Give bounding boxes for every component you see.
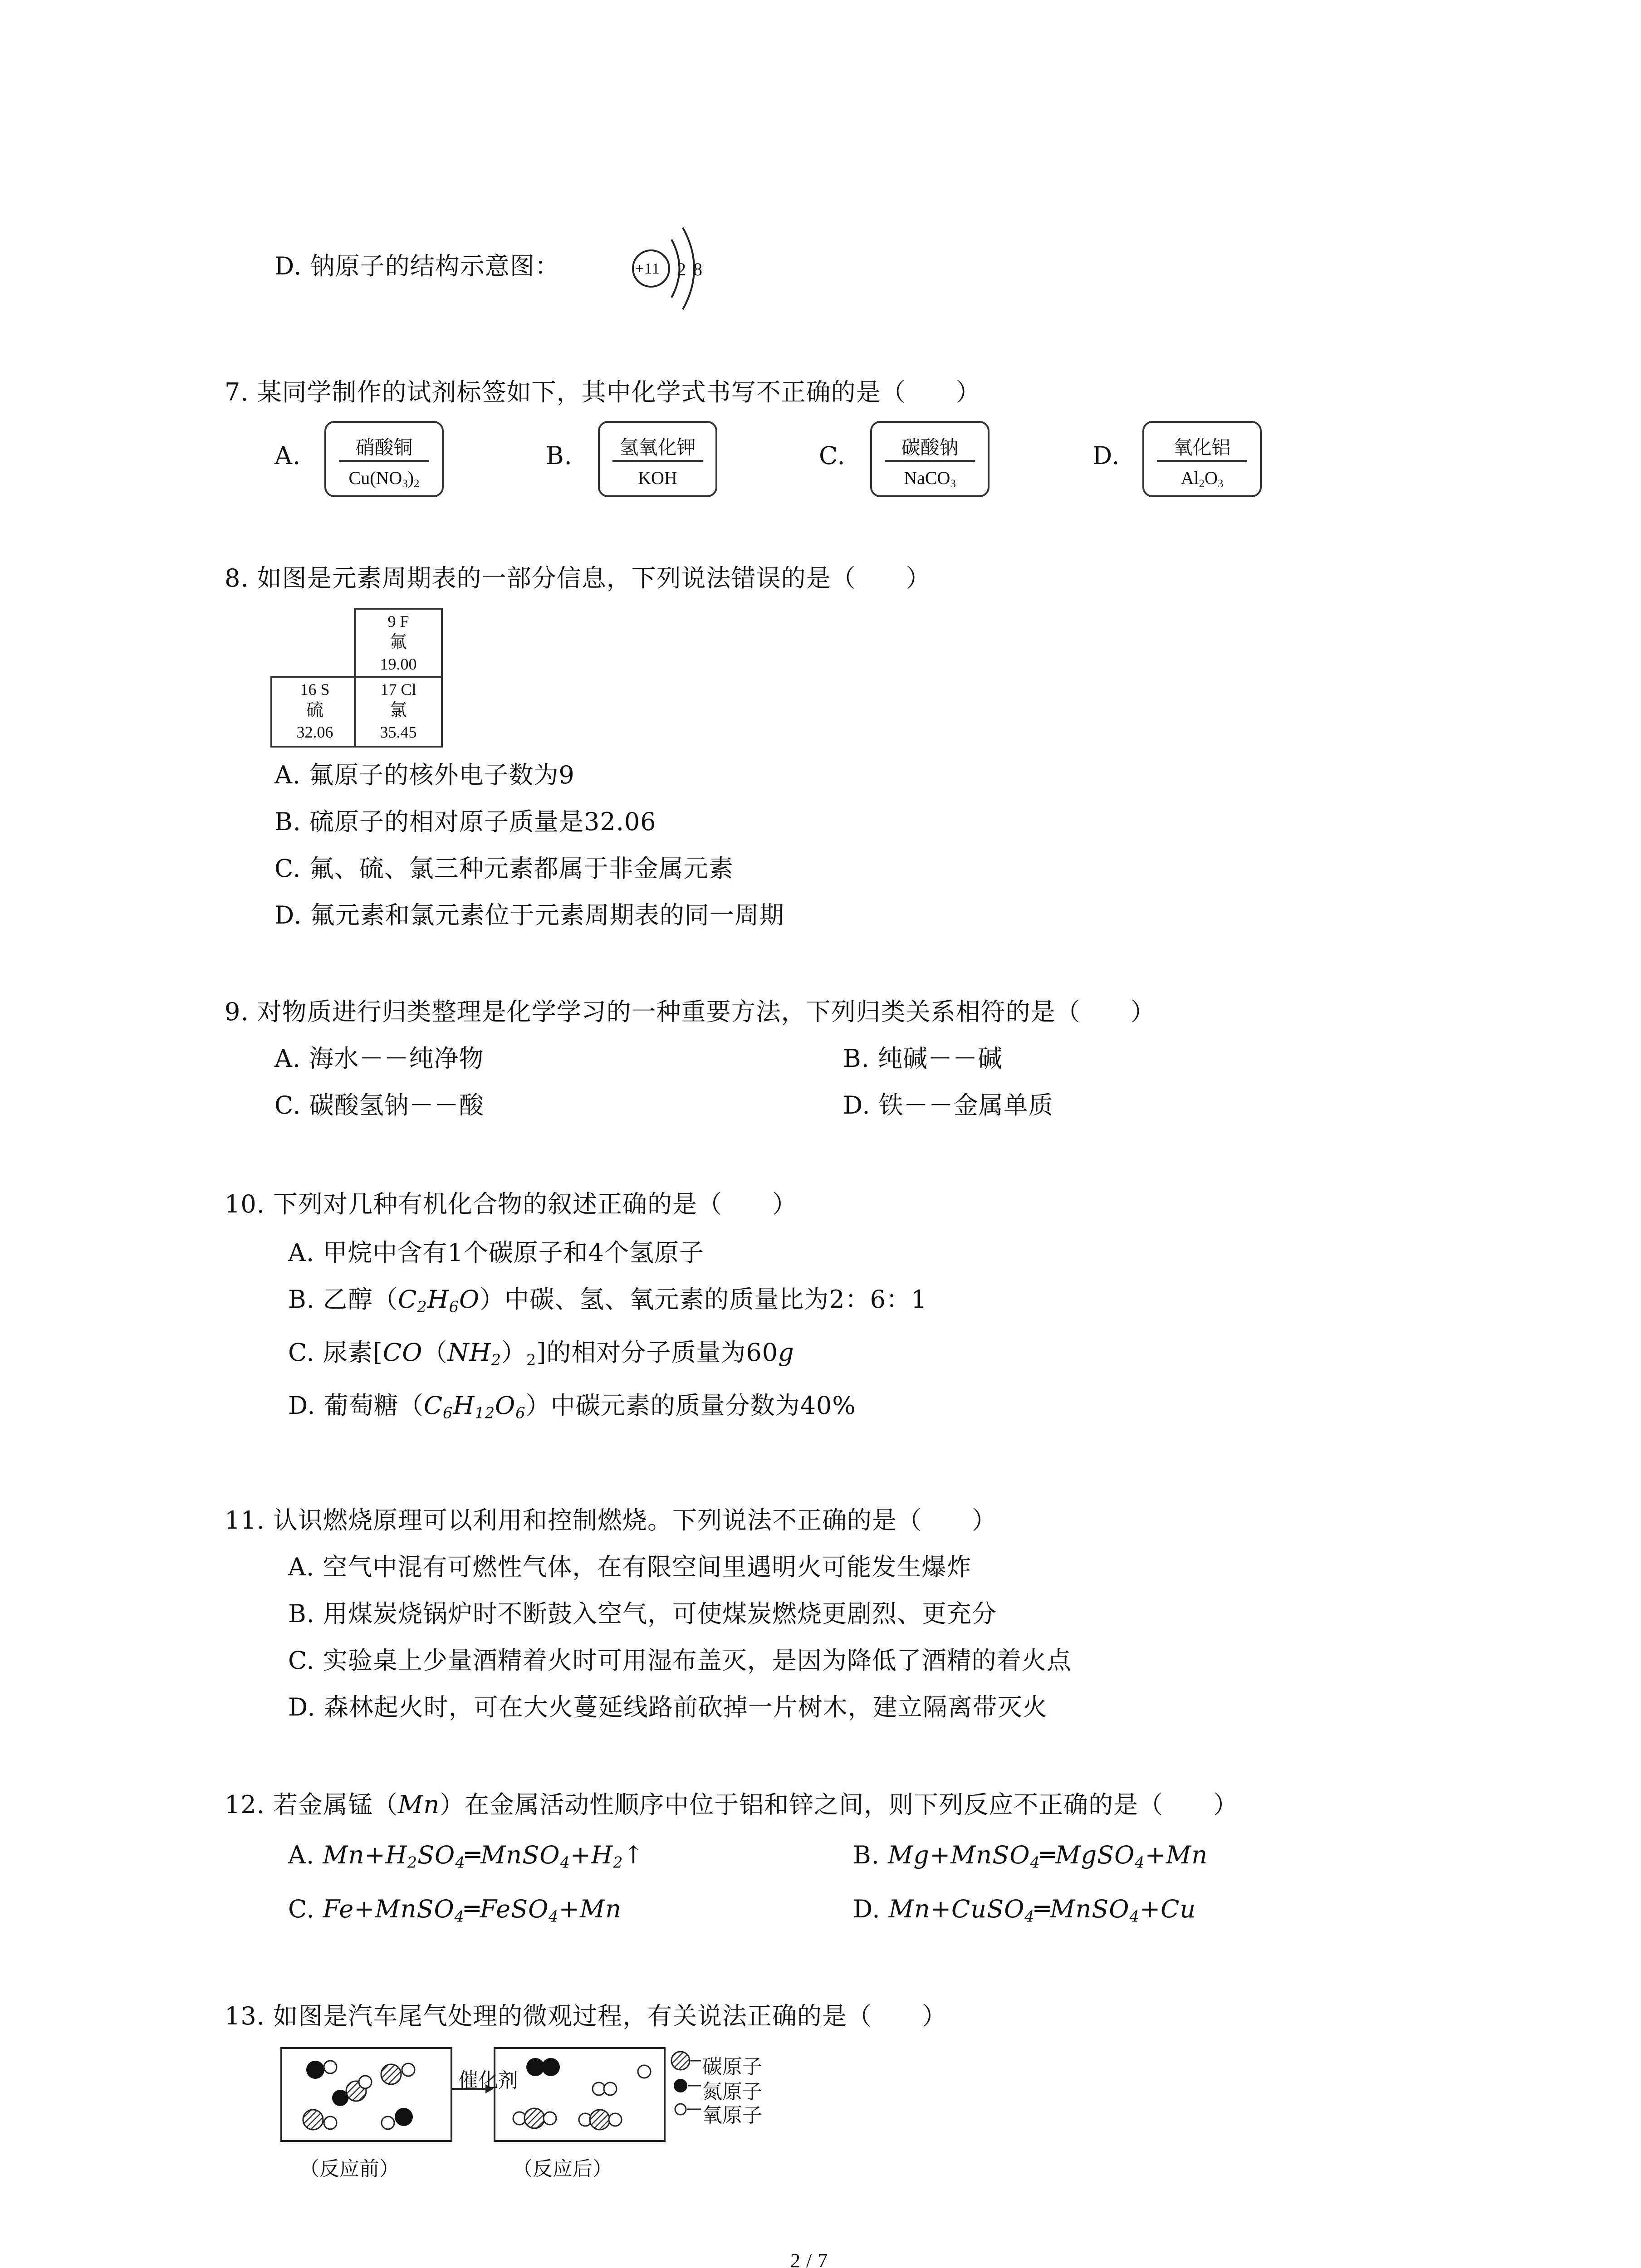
q7-option-c-letter: C. [819,441,846,470]
catalyst-label: 催化剂 [458,2069,518,2092]
reagent-formula: $Cu(NO_3)_2$ [348,468,420,490]
element-name: 氯 [389,700,407,720]
after-box [495,2048,665,2141]
atomic-number-symbol: 9 F [387,612,409,631]
oxygen-legend-icon [675,2104,686,2115]
q9-option-a: A. 海水－－纯净物 [274,1044,484,1073]
element-cell-sulfur [270,676,359,748]
q9-option-c: C. 碳酸氢钠－－酸 [274,1091,484,1119]
atomic-number-symbol: 16 S [300,680,330,699]
reagent-label-a [324,421,444,497]
reagent-formula: KOH [638,468,677,488]
reagent-formula: $Al_2O_3$ [1181,468,1224,490]
element-name: 氟 [389,632,407,652]
q12-stem: 12. 若金属锰（Mn）在金属活动性顺序中位于铝和锌之间，则下列反应不正确的是（ ） [225,1790,1239,1819]
nucleus-charge: +11 [635,260,660,277]
q12-option-c: C. Fe+MnSO$_4$═FeSO$_4$+Mn [288,1895,622,1926]
q7-option-b-letter: B. [546,441,573,470]
reagent-formula: NaCO$_3$ [904,468,956,490]
before-caption: （反应前） [299,2157,399,2180]
atomic-mass: 32.06 [296,723,333,741]
q12-option-b: B. Mg+MnSO$_4$═MgSO$_4$+Mn [853,1841,1208,1872]
q8-option-b: B. 硫原子的相对原子质量是32.06 [274,807,656,836]
atomic-mass: 19.00 [380,655,417,673]
reagent-name: 碳酸钠 [901,436,959,459]
carbon-legend-icon [671,2052,690,2070]
q11-option-d: D. 森林起火时，可在大火蔓延线路前砍掉一片树木，建立隔离带灭火 [288,1693,1048,1721]
reagent-label-c [870,421,989,497]
reagent-label-b [598,421,717,497]
q10-option-b: B. 乙醇$(C_2H_6O)$中碳、氢、氧元素的质量比为2：6：1 [288,1285,927,1316]
after-caption: （反应后） [513,2157,612,2180]
element-name: 硫 [306,700,323,720]
q11-stem: 11. 认识燃烧原理可以利用和控制燃烧。下列说法不正确的是（ ） [225,1506,997,1535]
reagent-name: 硝酸铜 [355,436,413,459]
q11-option-b: B. 用煤炭烧锅炉时不断鼓入空气，可使煤炭燃烧更剧烈、更充分 [288,1599,997,1628]
q9-stem: 9. 对物质进行归类整理是化学学习的一种重要方法，下列归类关系相符的是（ ） [225,997,1156,1026]
legend-oxygen: 氧原子 [702,2104,762,2127]
legend-nitrogen: 氮原子 [702,2080,762,2103]
q9-option-d: D. 铁－－金属单质 [843,1091,1053,1119]
q6-option-d: D. 钠原子的结构示意图： [274,252,560,280]
reagent-name: 氢氧化钾 [619,436,696,459]
q11-option-c: C. 实验桌上少量酒精着火时可用湿布盖灭，是因为降低了酒精的着火点 [288,1646,1072,1675]
reagent-label-d [1142,421,1262,497]
q11-option-a: A. 空气中混有可燃性气体，在有限空间里遇明火可能发生爆炸 [288,1553,972,1581]
shell-1-electrons: 2 [677,259,686,279]
q8-option-d: D. 氟元素和氯元素位于元素周期表的同一周期 [274,901,784,929]
legend-carbon: 碳原子 [702,2055,762,2078]
q10-stem: 10. 下列对几种有机化合物的叙述正确的是（ ） [225,1190,798,1218]
q10-option-d: D. 葡萄糖$(C_6H_{12}O_6)$中碳元素的质量分数为40% [288,1391,856,1422]
q7-stem: 7. 某同学制作的试剂标签如下，其中化学式书写不正确的是（ ） [225,378,981,406]
shell-2-electrons: 8 [693,259,703,279]
q7-option-d-letter: D. [1092,441,1120,470]
page-number: 2 / 7 [790,2249,828,2268]
q8-option-c: C. 氟、硫、氯三种元素都属于非金属元素 [274,854,734,883]
element-cell-fluorine [354,608,443,679]
atomic-number-symbol: 17 Cl [380,680,416,699]
atomic-mass: 35.45 [380,723,417,741]
element-cell-chlorine [354,676,443,748]
q7-option-a-letter: A. [274,441,301,470]
q10-option-a: A. 甲烷中含有1个碳原子和4个氢原子 [288,1238,705,1267]
q10-option-c: C. 尿素$[CO(NH_2)_2]$的相对分子质量为60g [288,1338,794,1369]
reagent-name: 氧化铝 [1173,436,1231,459]
q13-stem: 13. 如图是汽车尾气处理的微观过程，有关说法正确的是（ ） [225,2002,947,2030]
q12-option-d: D. Mn+CuSO$_4$═MnSO$_4$+Cu [853,1895,1196,1926]
nitrogen-legend-icon [674,2079,687,2092]
q8-option-a: A. 氟原子的核外电子数为9 [274,761,575,789]
q8-stem: 8. 如图是元素周期表的一部分信息，下列说法错误的是（ ） [225,564,931,592]
q9-option-b: B. 纯碱－－碱 [843,1044,1003,1073]
q12-option-a: A. $Mn+H_2SO_4═MnSO_4+H_2↑$ [288,1841,644,1872]
